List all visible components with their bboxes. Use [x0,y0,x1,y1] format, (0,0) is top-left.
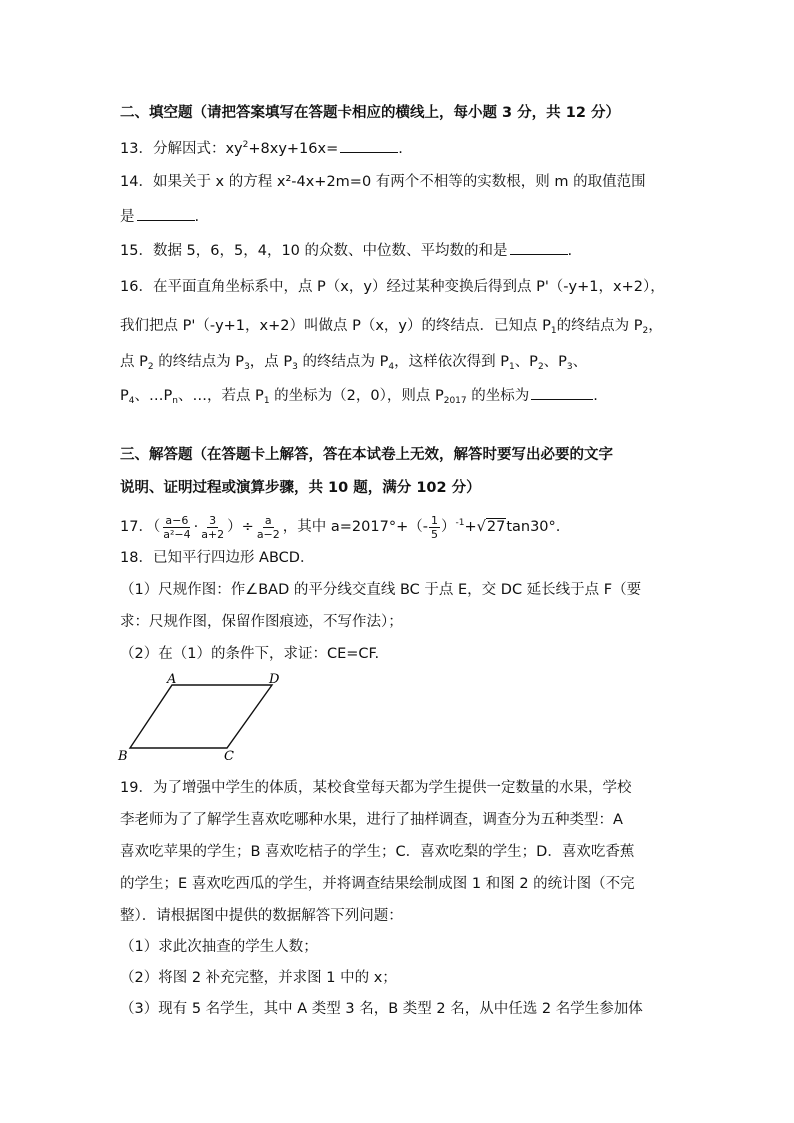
question-14-line2: 是 . [120,206,199,227]
vertex-label-a: A [167,672,177,687]
question-18-part2: （2）在（1）的条件下，求证：CE=CF. [120,646,380,662]
fraction: $\frac{3}{a+2}$ [201,513,225,541]
question-19-part2: （2）将图 2 补充完整，并求图 1 中的 x； [120,970,397,986]
question-19-part1: （1）求此次抽查的学生人数； [120,939,318,955]
section3-header-line2: 说明、证明过程或演算步骤，共 10 题，满分 102 分） [120,480,481,496]
question-18-title: 18．已知平行四边形 ABCD． [120,550,315,566]
fraction: $\frac{1}{5}$ [430,513,438,541]
parallelogram-shape [130,685,272,748]
answer-blank [137,206,195,221]
answer-blank [340,138,398,153]
question-18-part1-line2: 求：尺规作图，保留作图痕迹，不写作法）； [120,614,403,630]
answer-blank [531,385,593,400]
question-16-line1: 16．在平面直角坐标系中，点 P（x，y）经过某种变换后得到点 P'（-y+1，x+2）， [120,279,665,295]
fraction: $\frac{a}{a-2}$ [256,513,280,541]
question-19-line5: 整）．请根据图中提供的数据解答下列问题： [120,908,403,924]
question-13: 13．分解因式：$xy^2+8xy+16x=$ . [120,140,403,157]
question-16-line4: $P_4$、$\dots P_n$、…，若点 $P_1$ 的坐标为（2，0），则点 $P_{2017}$ 的坐标为 . [120,385,598,411]
question-17: 17．（ $\frac{a-6}{\text{a²−4}}$ · $\frac{3}{a+2}$ ）÷ $\frac{a}{a-2}$ ，其中 a=2017°+（- $\frac{1}{5}$ ）$^{-1}$+√27tan30°. [120,513,561,541]
section2-header: 二、填空题（请把答案填写在答题卡相应的横线上，每小题 3 分，共 12 分） [120,105,620,121]
question-19-line1: 19．为了增强中学生的体质，某校食堂每天都为学生提供一定数量的水果，学校 [120,780,632,796]
vertex-label-c: C [224,749,234,764]
question-19-part3: （3）现有 5 名学生，其中 A 类型 3 名，B 类型 2 名，从中任选 2 名学生参加体 [120,1001,643,1017]
vertex-label-d: D [269,672,280,687]
fraction: $\frac{a-6}{\text{a²−4}}$ [163,513,191,541]
sqrt-symbol: √ [476,519,486,535]
answer-blank [510,240,568,255]
question-19-line4: 的学生；E 喜欢吃西瓜的学生，并将调查结果绘制成图 1 和图 2 的统计图（不完 [120,876,635,892]
section3-header-line1: 三、解答题（在答题卡上解答，答在本试卷上无效，解答时要写出必要的文字 [120,447,613,463]
question-14-line1: 14．如果关于 x 的方程 x²-4x+2m=0 有两个不相等的实数根，则 m 的取值范围 [120,174,646,190]
question-19-line3: 喜欢吃苹果的学生；B 喜欢吃桔子的学生；C．喜欢吃梨的学生；D．喜欢吃香蕉 [120,844,635,860]
question-16-line2: 我们把点 P'（-y+1，x+2）叫做点 P（x，y）的终结点．已知点 $P_1$的终结点为 $P_2$， [120,318,663,336]
question-16-line3: 点 $P_2$ 的终结点为 $P_3$，点 $P_3$ 的终结点为 $P_4$，这样依次得到 $P_1$、$P_2$、$P_3$、 [120,354,588,372]
vertex-label-b: B [118,749,128,764]
question-15: 15．数据 5，6，5，4，10 的众数、中位数、平均数的和是 . [120,240,572,261]
question-18-part1-line1: （1）尺规作图：作∠BAD 的平分线交直线 BC 于点 E，交 DC 延长线于点 F（要 [120,582,642,598]
parallelogram-figure [112,670,292,770]
question-19-line2: 李老师为了了解学生喜欢吃哪种水果，进行了抽样调查，调查分为五种类型：A [120,812,623,828]
